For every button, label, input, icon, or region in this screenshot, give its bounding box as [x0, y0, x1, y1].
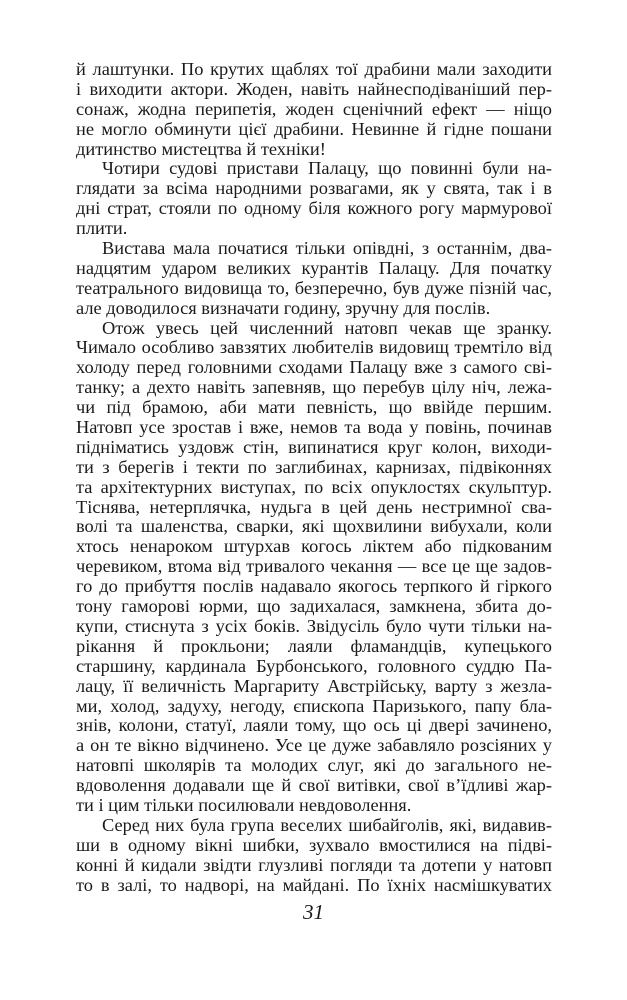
text-line: ти і цим тільки посилювали невдоволення.: [76, 794, 412, 815]
text-line: дитинство мистецтва й техніки!: [76, 138, 326, 159]
text-line: та архітектурних виступах, по всіх опуклостях скульптур.: [76, 476, 552, 497]
text-line: сонаж, жодна перипетія, жоден сценічний ефект — ніщо: [76, 98, 552, 119]
text-line: плити.: [76, 218, 128, 239]
text-line: а он те вікно відчинено. Усе це дуже забавляло розсіяних у: [76, 735, 552, 756]
text-line: черевиком, втома від тривалого чекання — все це ще задов-: [76, 556, 552, 577]
text-line: і виходити актори. Жоден, навіть найнесподіваніший пер-: [76, 78, 552, 99]
text-line: рікання й прокльони; лаяли фламандців, купецького: [76, 635, 552, 656]
text-line: вдоволення додавали ще й свої витівки, свої в’їдливі жар-: [76, 775, 552, 796]
text-line: холоду перед головними сходами Палацу вже з самого сві-: [76, 357, 552, 378]
text-line: тону гаморові юрми, що задихалася, замкнена, збита до-: [76, 596, 552, 617]
text-line: старшину, кардинала Бурбонського, головного суддю Па-: [76, 655, 552, 676]
text-line: дні страт, стояли по одному біля кожного рогу мармурової: [76, 198, 552, 219]
text-line: Серед них була група веселих шибайголів, які, видавив-: [102, 814, 552, 835]
text-line: надцятим ударом великих курантів Палацу. Для початку: [76, 257, 552, 278]
text-line: глядати за всіма народними розвагами, як у свята, так і в: [76, 178, 552, 199]
text-line: натовпі школярів та молодих слуг, які до загального не-: [76, 755, 552, 776]
text-line: знів, колони, статуї, лаяли тому, що ось ці двері зачинено,: [76, 715, 552, 736]
page-number: 31: [303, 900, 324, 924]
text-line: підніматись уздовж стін, випинатися круг колон, виходи-: [76, 436, 552, 457]
text-line: Натовп усе зростав і вже, немов та вода у повінь, починав: [76, 417, 552, 438]
text-line: лацу, її величність Маргариту Австрійську, варту з жезла-: [76, 675, 552, 696]
text-line: Отож увесь цей численний натовп чекав ще зранку.: [102, 317, 552, 338]
text-line: танку; а дехто навіть запевняв, що перебув цілу ніч, лежа-: [76, 377, 552, 398]
text-line: Чотири судові пристави Палацу, що повинні були на-: [102, 158, 552, 179]
text-line: й лаштунки. По крутих щаблях тої драбини мали заходити: [76, 59, 552, 79]
body-text: [76, 60, 552, 895]
text-line: Чимало особливо завзятих любителів видовищ тремтіло від: [76, 337, 552, 358]
text-line: конні й кидали звідти глузливі погляди та дотепи у натовп: [76, 854, 552, 875]
text-line: не могло обминути цієї драбини. Невинне й гідне пошани: [76, 118, 552, 139]
text-line: купи, стиснута з усіх боків. Звідусіль було чути тільки на-: [76, 615, 552, 636]
text-line: Вистава мала початися тільки опівдні, з останнім, два-: [102, 238, 552, 259]
text-line: але доводилося визначати годину, зручну для послів.: [76, 297, 491, 318]
text-line: ти з берегів і текти по заглибинах, карнизах, підвіконнях: [76, 456, 552, 477]
text-line: то в залі, то надворі, на майдані. По їхніх насмішкуватих: [76, 874, 552, 895]
text-line: хтось ненароком штурхав когось ліктем або підкованим: [76, 536, 552, 557]
text-line: волі та шаленства, сварки, які щохвилини вибухали, коли: [76, 516, 552, 537]
text-line: чи під брамою, аби мати певність, що ввійде першим.: [76, 397, 552, 418]
text-line: ми, холод, задуху, негоду, єпископа Паризького, папу бла-: [76, 695, 552, 716]
text-line: театрального видовища то, безперечно, був дуже пізній час,: [76, 277, 552, 298]
text-line: го до прибуття послів надавало якогось терпкого й гіркого: [76, 576, 552, 597]
text-line: Тіснява, нетерплячка, нудьга в цей день нестримної сва-: [76, 496, 552, 517]
text-line: ши в одному вікні шибки, зухвало вмостилися на підві-: [76, 834, 552, 855]
